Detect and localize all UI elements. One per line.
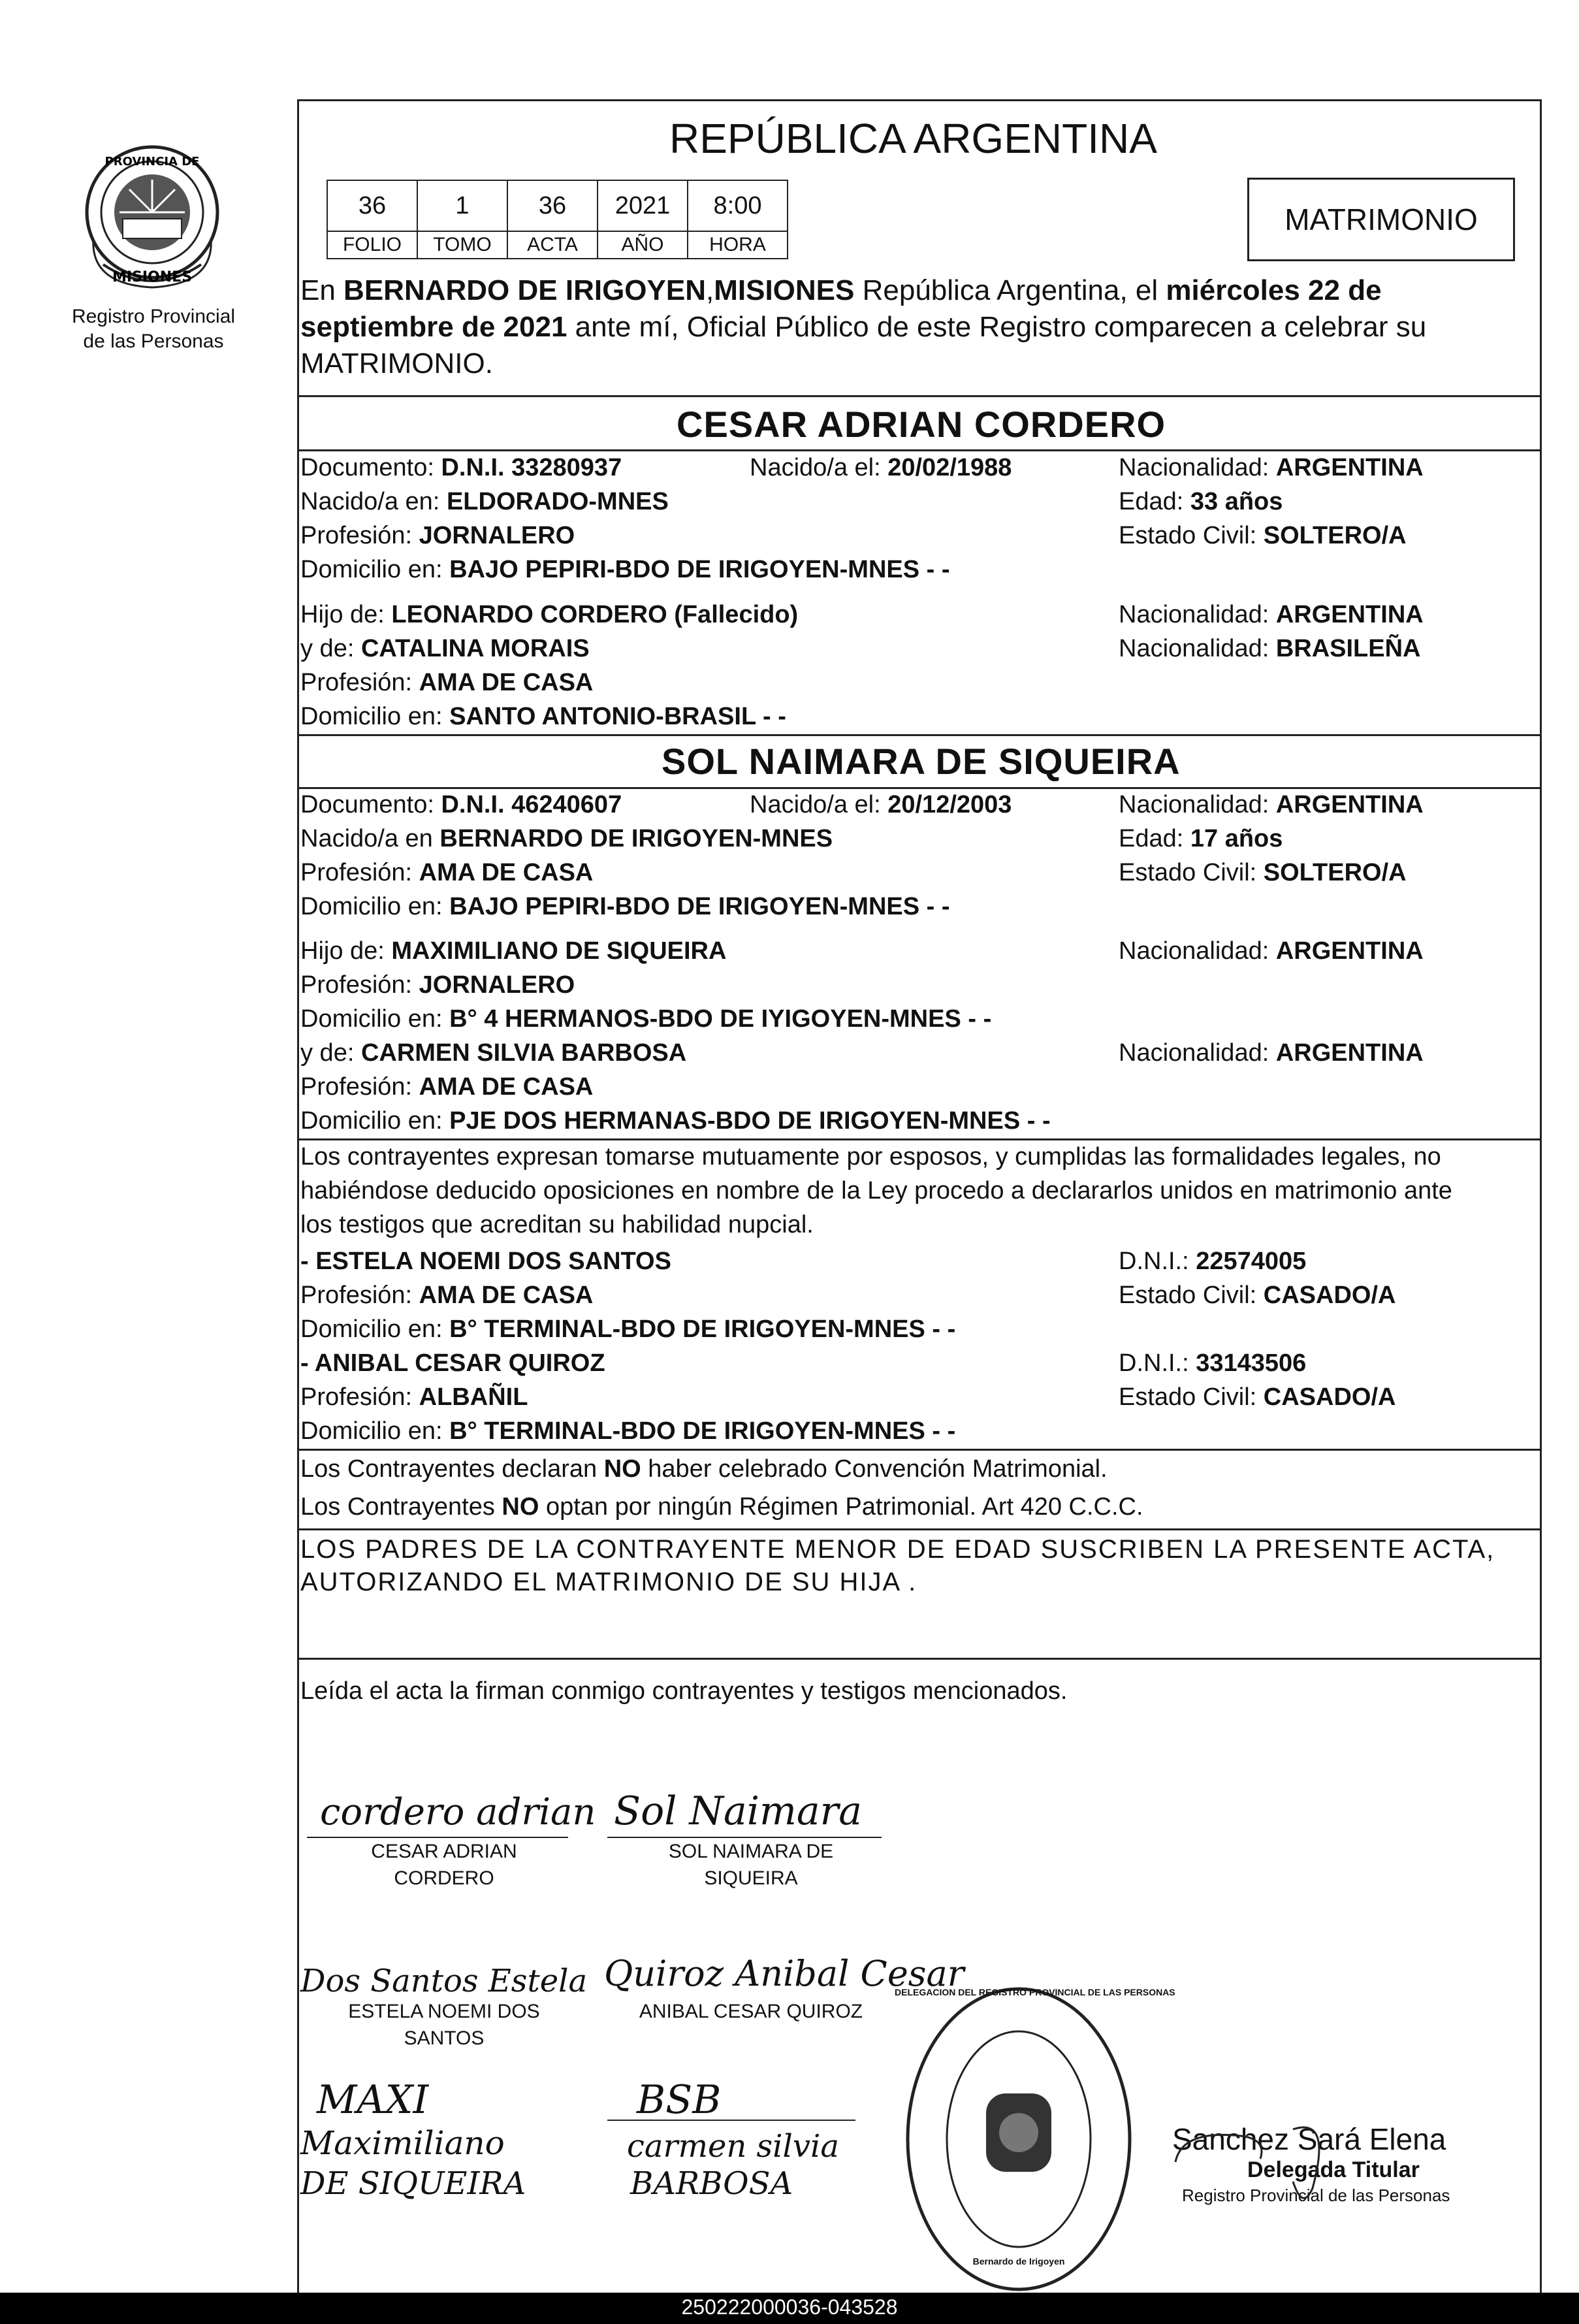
closing-text: Leída el acta la firman conmigo contrayentes y testigos mencionados.: [300, 1677, 1068, 1705]
bride-profession: Profesión: AMA DE CASA: [300, 859, 594, 886]
divider: [297, 1658, 1542, 1660]
witness-2-civil-status: Estado Civil: CASADO/A: [1119, 1383, 1396, 1411]
act-type-box: MATRIMONIO: [1247, 178, 1515, 261]
groom-document: Documento: D.N.I. 33280937: [300, 454, 622, 481]
groom-name: CESAR ADRIAN CORDERO: [677, 404, 1166, 445]
groom-profession: Profesión: JORNALERO: [300, 522, 575, 549]
divider: [297, 734, 1542, 736]
bride-nationality: Nacionalidad: ARGENTINA: [1119, 791, 1424, 818]
hour-label: HORA: [687, 231, 788, 259]
father-signature-1: MAXI: [317, 2077, 429, 2123]
tomo-value: 1: [417, 180, 508, 232]
notes-line-1: LOS PADRES DE LA CONTRAYENTE MENOR DE EDAD SUSCRIBEN LA PRESENTE ACTA,: [300, 1535, 1495, 1564]
groom-nationality: Nacionalidad: ARGENTINA: [1119, 454, 1424, 481]
father-signature-2: Maximiliano: [300, 2124, 505, 2162]
groom-mother-address: Domicilio en: SANTO ANTONIO-BRASIL - -: [300, 703, 786, 730]
bride-age: Edad: 17 años: [1119, 825, 1283, 852]
bride-father-address: Domicilio en: B° 4 HERMANOS-BDO DE IYIGOYEN-MNES - -: [300, 1005, 992, 1033]
official-org: Registro Provincial de las Personas: [1182, 2186, 1450, 2205]
bride-address: Domicilio en: BAJO PEPIRI-BDO DE IRIGOYEN-MNES - -: [300, 893, 950, 920]
bride-birthdate: Nacido/a el: 20/12/2003: [750, 791, 1012, 818]
witness-2-dni: D.N.I.: 33143506: [1119, 1349, 1307, 1377]
acta-label: ACTA: [507, 231, 598, 259]
mother-signature-2: carmen silvia: [627, 2128, 839, 2165]
witness-2-signature: Quiroz Anibal Cesar: [604, 1953, 965, 1994]
official-stamp: [895, 1982, 1175, 2296]
folio-label: FOLIO: [327, 231, 418, 259]
groom-father-nationality: Nacionalidad: ARGENTINA: [1119, 601, 1424, 628]
witness-2-name: - ANIBAL CESAR QUIROZ: [300, 1349, 605, 1377]
witness-1-address: Domicilio en: B° TERMINAL-BDO DE IRIGOYEN-MNES - -: [300, 1315, 956, 1343]
notes-line-2: AUTORIZANDO EL MATRIMONIO DE SU HIJA .: [300, 1568, 917, 1596]
intro-line-2: septiembre de 2021 ante mí, Oficial Público de este Registro comparecen a celebrar su: [300, 311, 1427, 343]
intro-line-1: En BERNARDO DE IRIGOYEN,MISIONES República Argentina, el miércoles 22 de: [300, 274, 1382, 306]
groom-father: Hijo de: LEONARDO CORDERO (Fallecido): [300, 601, 799, 628]
signature-line: [307, 1837, 568, 1838]
svg-text:MISIONES: MISIONES: [112, 269, 193, 285]
registry-logo: [77, 134, 227, 304]
bride-mother-nationality: Nacionalidad: ARGENTINA: [1119, 1039, 1424, 1067]
svg-text:PROVINCIA DE: PROVINCIA DE: [104, 155, 200, 169]
bride-father: Hijo de: MAXIMILIANO DE SIQUEIRA: [300, 937, 727, 965]
bride-mother-address: Domicilio en: PJE DOS HERMANAS-BDO DE IRIGOYEN-MNES - -: [300, 1107, 1051, 1135]
acta-value: 36: [507, 180, 598, 232]
witness-1-signature: Dos Santos Estela: [300, 1963, 588, 1999]
mother-signature-3: BARBOSA: [630, 2165, 793, 2202]
bride-father-profession: Profesión: JORNALERO: [300, 971, 575, 999]
witness-2-address: Domicilio en: B° TERMINAL-BDO DE IRIGOYEN-MNES - -: [300, 1417, 956, 1445]
groom-mother-nationality: Nacionalidad: BRASILEÑA: [1119, 635, 1421, 662]
bride-civil-status: Estado Civil: SOLTERO/A: [1119, 859, 1407, 886]
bride-mother: y de: CARMEN SILVIA BARBOSA: [300, 1039, 687, 1067]
convention-line-2: Los Contrayentes NO optan por ningún Régimen Patrimonial. Art 420 C.C.C.: [300, 1493, 1143, 1521]
divider: [297, 787, 1542, 789]
convention-line-1: Los Contrayentes declaran NO haber celebrado Convención Matrimonial.: [300, 1455, 1108, 1483]
signature-scribble-icon: [1162, 2103, 1502, 2214]
witness-1-signature-label: ESTELA NOEMI DOS SANTOS: [348, 2001, 540, 2049]
groom-birthdate: Nacido/a el: 20/02/1988: [750, 454, 1012, 481]
divider: [297, 1528, 1542, 1530]
bride-name: SOL NAIMARA DE SIQUEIRA: [662, 741, 1181, 782]
witness-1-civil-status: Estado Civil: CASADO/A: [1119, 1282, 1396, 1309]
groom-address: Domicilio en: BAJO PEPIRI-BDO DE IRIGOYEN-MNES - -: [300, 556, 950, 583]
hour-value: 8:00: [687, 180, 788, 232]
stamp-icon: [901, 1982, 1136, 2296]
logo-caption-2: de las Personas: [83, 331, 224, 352]
logo-caption-1: Registro Provincial: [71, 306, 236, 327]
province-seal-icon: [77, 134, 227, 304]
divider: [297, 449, 1542, 451]
bride-birthplace: Nacido/a en BERNARDO DE IRIGOYEN-MNES: [300, 825, 833, 852]
groom-birthplace: Nacido/a en: ELDORADO-MNES: [300, 488, 669, 515]
stamp-inner-text: Bernardo de Irigoyen: [972, 2256, 1065, 2267]
bride-mother-profession: Profesión: AMA DE CASA: [300, 1073, 594, 1101]
signature-line: [607, 2120, 855, 2121]
groom-age: Edad: 33 años: [1119, 488, 1283, 515]
divider: [297, 395, 1542, 397]
witness-1-dni: D.N.I.: 22574005: [1119, 1248, 1307, 1275]
year-value: 2021: [597, 180, 688, 232]
groom-signature: cordero adrian: [320, 1791, 596, 1833]
declaration-line-1: Los contrayentes expresan tomarse mutuamente por esposos, y cumplidas las formalidades legales, no: [300, 1143, 1441, 1170]
groom-civil-status: Estado Civil: SOLTERO/A: [1119, 522, 1407, 549]
footer-code: 250222000036-043528: [681, 2295, 898, 2319]
year-label: AÑO: [597, 231, 688, 259]
declaration-line-2: habiéndose deducido oposiciones en nombre de la Ley procedo a declararlos unidos en matrimonio ante: [300, 1177, 1452, 1204]
witness-1-profession: Profesión: AMA DE CASA: [300, 1282, 594, 1309]
stamp-outer-text: DELEGACION DEL REGISTRO PROVINCIAL DE LAS PERSONAS: [895, 1987, 1175, 1997]
divider: [297, 1449, 1542, 1451]
divider: [297, 1138, 1542, 1140]
folio-value: 36: [327, 180, 418, 232]
intro-line-3: MATRIMONIO.: [300, 347, 493, 379]
signature-line: [607, 1837, 882, 1838]
witness-2-profession: Profesión: ALBAÑIL: [300, 1383, 528, 1411]
groom-mother: y de: CATALINA MORAIS: [300, 635, 590, 662]
official-title: Delegada Titular: [1247, 2157, 1420, 2182]
mother-signature-1: BSB: [637, 2077, 722, 2123]
groom-mother-profession: Profesión: AMA DE CASA: [300, 669, 594, 696]
tomo-label: TOMO: [417, 231, 508, 259]
bride-document: Documento: D.N.I. 46240607: [300, 791, 622, 818]
country-title: REPÚBLICA ARGENTINA: [669, 115, 1157, 162]
father-signature-3: DE SIQUEIRA: [300, 2165, 526, 2202]
official-name: Sanchez Sará Elena: [1172, 2122, 1446, 2156]
bride-father-nationality: Nacionalidad: ARGENTINA: [1119, 937, 1424, 965]
bride-signature: Sol Naimara: [614, 1788, 863, 1834]
declaration-line-3: los testigos que acreditan su habilidad nupcial.: [300, 1211, 814, 1238]
groom-signature-label: CESAR ADRIAN CORDERO: [371, 1841, 517, 1889]
witness-2-signature-label: ANIBAL CESAR QUIROZ: [639, 2001, 863, 2022]
witness-1-name: - ESTELA NOEMI DOS SANTOS: [300, 1248, 671, 1275]
official-signature-stroke: [1162, 2103, 1502, 2218]
bride-signature-label: SOL NAIMARA DE SIQUEIRA: [668, 1841, 834, 1889]
